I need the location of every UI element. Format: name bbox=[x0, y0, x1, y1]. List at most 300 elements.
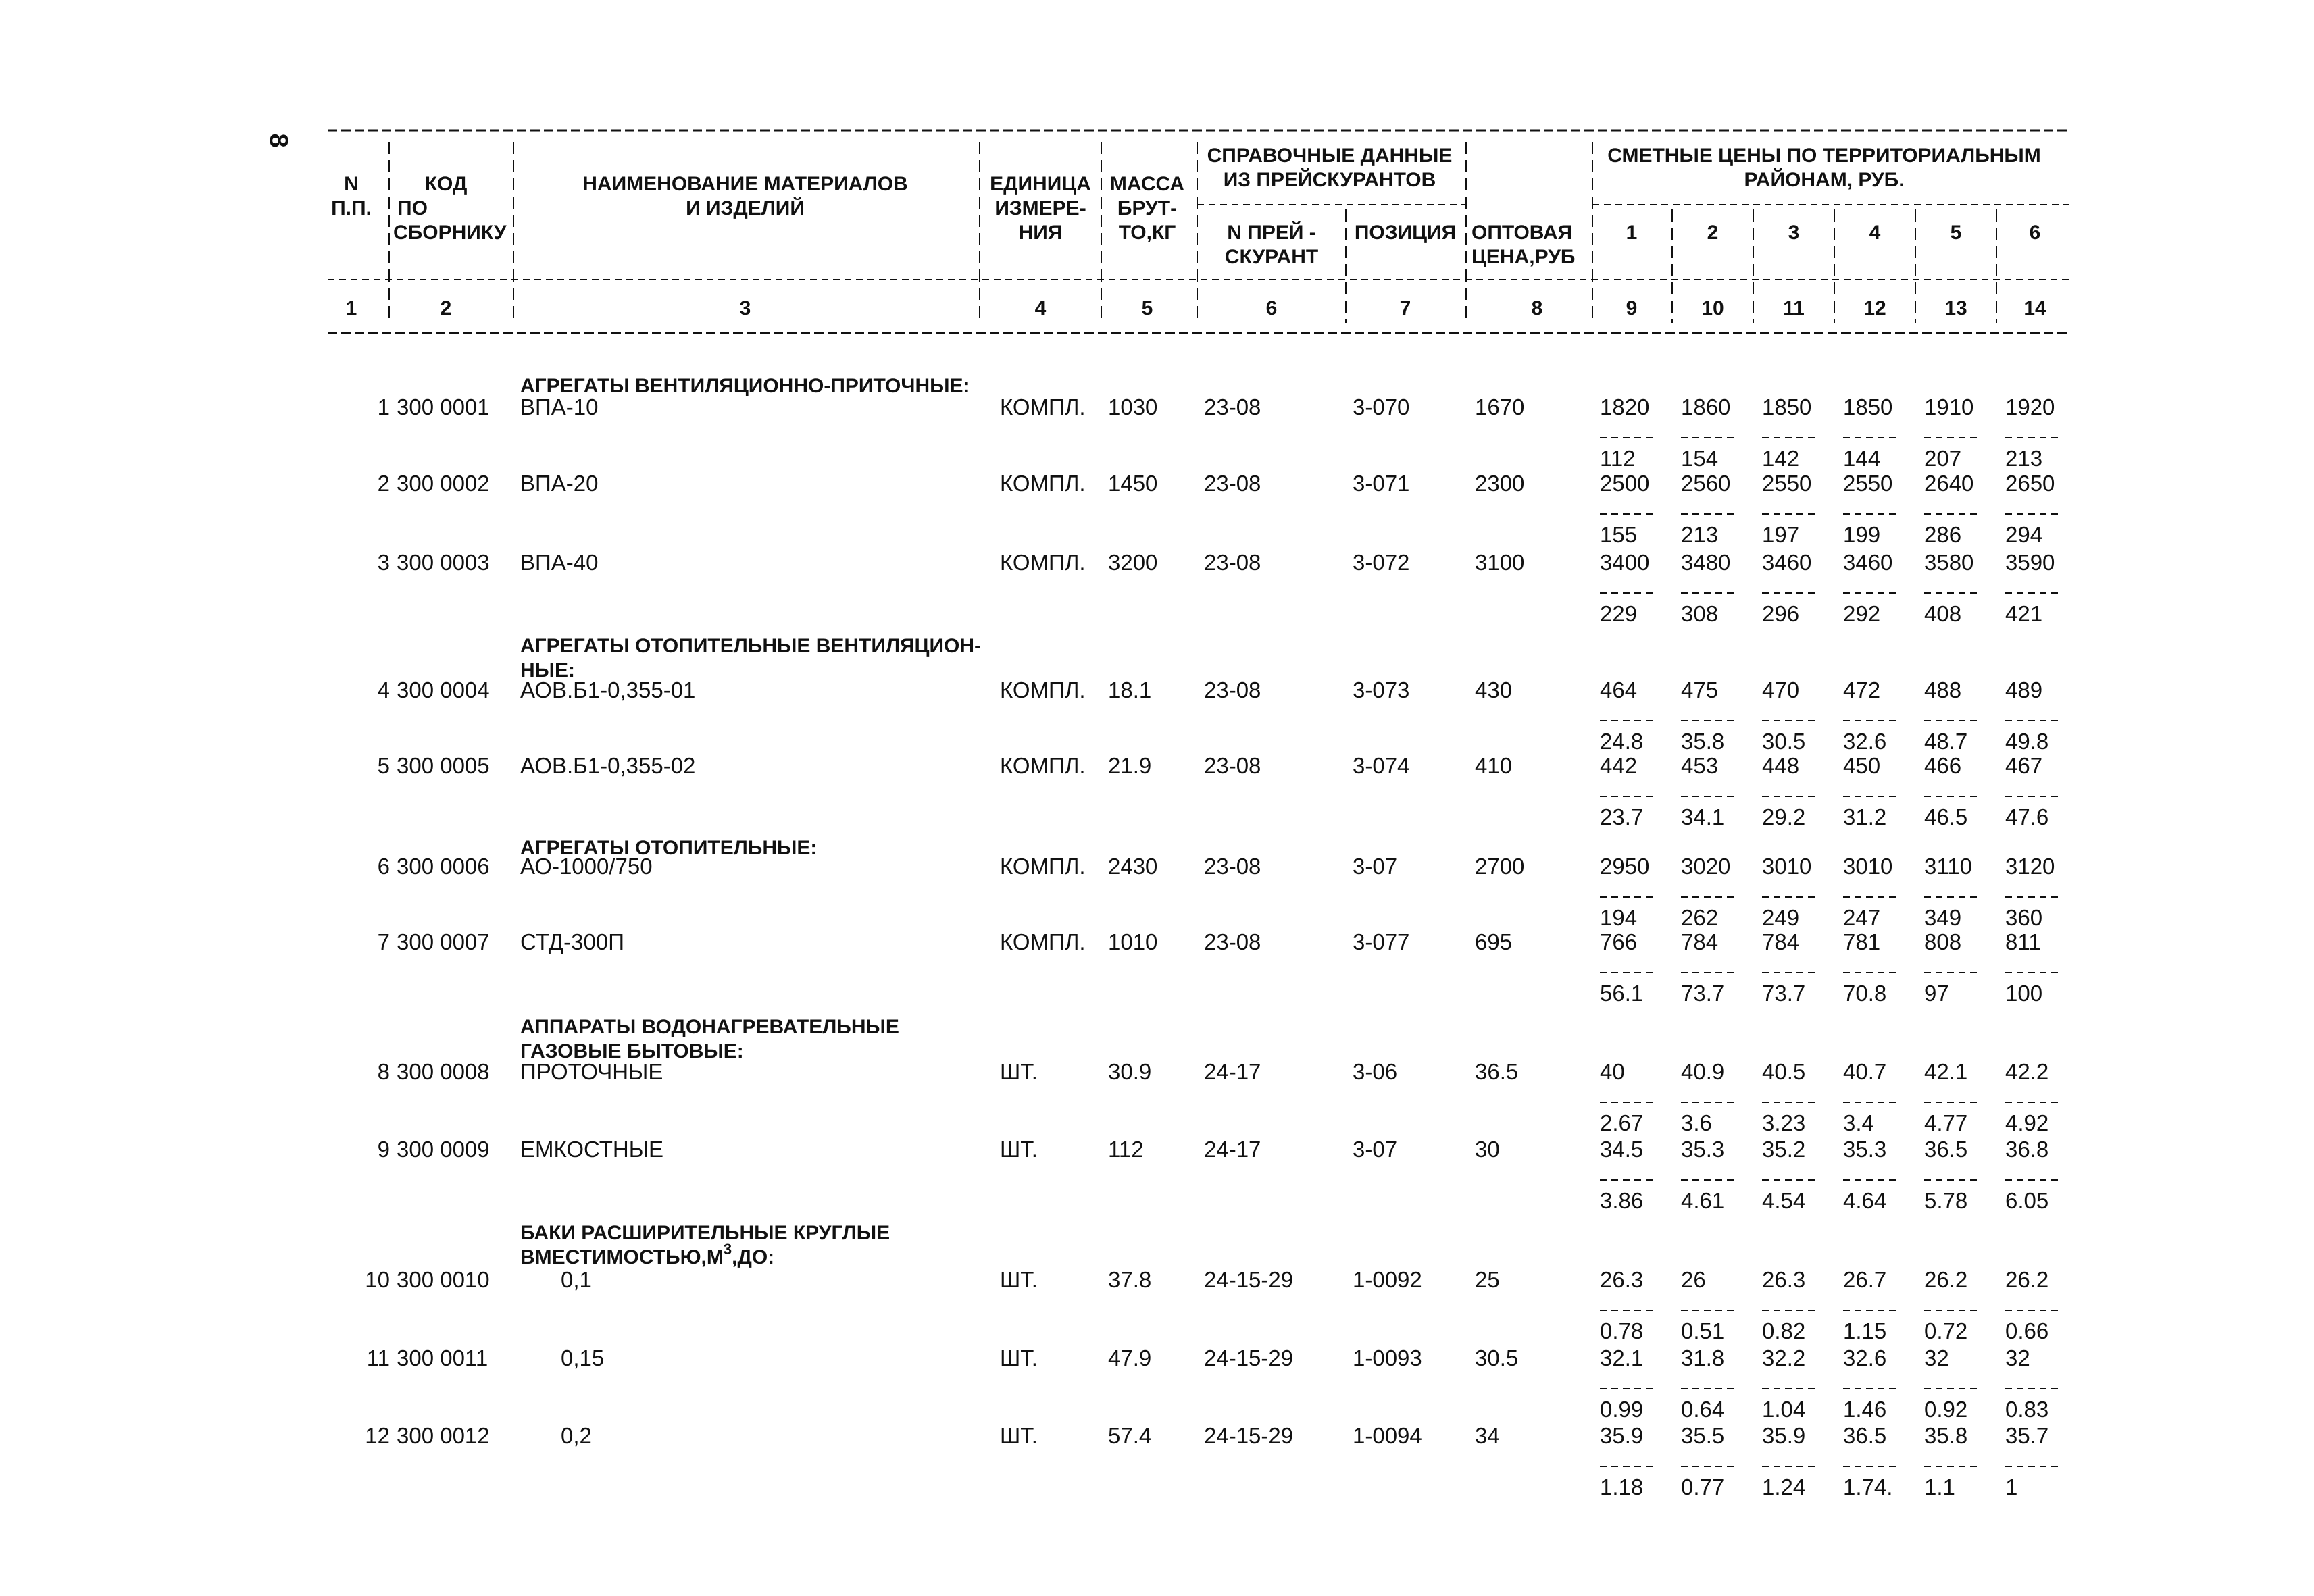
row-price-region-6: 36.8 bbox=[2005, 1137, 2049, 1162]
row-sub-region-4: 1.46 bbox=[1843, 1397, 1887, 1422]
row-sub-region-5: 207 bbox=[1924, 446, 1962, 471]
row-sub-region-1: 0.99 bbox=[1600, 1397, 1644, 1422]
header-unit-3: НИЯ bbox=[1018, 222, 1063, 244]
row-sub-region-6: 6.05 bbox=[2005, 1188, 2049, 1213]
row-number: 11 bbox=[366, 1345, 390, 1370]
row-price-region-5: 26.2 bbox=[1924, 1267, 1968, 1292]
row-price-region-5: 42.1 bbox=[1924, 1059, 1968, 1084]
colnum-8: 8 bbox=[1531, 297, 1543, 319]
row-pricelist: 23-08 bbox=[1204, 677, 1261, 702]
colnum-1: 1 bbox=[345, 297, 357, 319]
region-1: 1 bbox=[1626, 222, 1638, 244]
colnum-7: 7 bbox=[1399, 297, 1411, 319]
row-price-region-2: 35.5 bbox=[1681, 1423, 1725, 1448]
row-unit: КОМПЛ. bbox=[1000, 677, 1086, 702]
header-regions bbox=[1626, 222, 2041, 244]
row-pricelist: 24-15-29 bbox=[1204, 1423, 1294, 1448]
row-price-region-3: 784 bbox=[1762, 929, 1800, 954]
colnum-9: 9 bbox=[1626, 297, 1638, 319]
row-price-region-4: 3460 bbox=[1843, 550, 1893, 575]
row-price-region-5: 35.8 bbox=[1924, 1423, 1968, 1448]
row-number: 10 bbox=[365, 1267, 390, 1292]
row-price-region-1: 3400 bbox=[1600, 550, 1650, 575]
group-headings bbox=[520, 375, 981, 1268]
row-price-region-6: 3120 bbox=[2005, 854, 2055, 879]
row-pricelist: 24-15-29 bbox=[1204, 1267, 1294, 1292]
row-sub-region-2: 308 bbox=[1681, 601, 1719, 626]
row-mass: 57.4 bbox=[1108, 1423, 1152, 1448]
row-price-region-1: 2500 bbox=[1600, 471, 1650, 496]
group-heading: НЫЕ: bbox=[520, 659, 576, 681]
row-unit: ШТ. bbox=[1000, 1137, 1038, 1162]
row-code: 300 0007 bbox=[397, 929, 490, 954]
row-price-region-5: 488 bbox=[1924, 677, 1962, 702]
row-position: 3-07 bbox=[1353, 1137, 1398, 1162]
group-heading-tail: ,ДО: bbox=[732, 1246, 775, 1268]
row-number: 6 bbox=[377, 854, 390, 879]
row-price-region-2: 40.9 bbox=[1681, 1059, 1725, 1084]
region-3: 3 bbox=[1788, 222, 1800, 244]
row-price-region-2: 2560 bbox=[1681, 471, 1731, 496]
row-sub-region-3: 197 bbox=[1762, 522, 1800, 547]
row-sub-region-1: 229 bbox=[1600, 601, 1638, 626]
table-row bbox=[378, 1137, 2059, 1213]
header-code-sbornik: СБОРНИКУ bbox=[393, 222, 507, 244]
group-heading: ГАЗОВЫЕ БЫТОВЫЕ: bbox=[520, 1040, 744, 1062]
row-price-region-6: 42.2 bbox=[2005, 1059, 2049, 1084]
row-sub-region-3: 1.04 bbox=[1762, 1397, 1806, 1422]
colnum-14: 14 bbox=[2023, 297, 2046, 319]
row-price-region-3: 470 bbox=[1762, 677, 1800, 702]
row-price-region-4: 781 bbox=[1843, 929, 1881, 954]
row-sub-region-2: 213 bbox=[1681, 522, 1719, 547]
row-name: ВПА-40 bbox=[520, 550, 599, 575]
row-sub-region-6: 213 bbox=[2005, 446, 2043, 471]
row-price-region-1: 34.5 bbox=[1600, 1137, 1644, 1162]
row-unit: ШТ. bbox=[1000, 1059, 1038, 1084]
row-sub-region-1: 2.67 bbox=[1600, 1110, 1644, 1135]
row-position: 3-073 bbox=[1353, 677, 1410, 702]
row-price-region-6: 26.2 bbox=[2005, 1267, 2049, 1292]
group-heading-text: ВМЕСТИМОСТЬЮ,М bbox=[520, 1246, 724, 1268]
row-number: 4 bbox=[377, 677, 390, 702]
row-position: 3-074 bbox=[1353, 753, 1410, 778]
row-code: 300 0010 bbox=[397, 1267, 490, 1292]
row-sub-region-5: 349 bbox=[1924, 905, 1962, 930]
row-price-region-2: 1860 bbox=[1681, 394, 1731, 419]
row-sub-region-4: 70.8 bbox=[1843, 981, 1887, 1006]
row-sub-region-5: 46.5 bbox=[1924, 804, 1968, 829]
superscript-3: 3 bbox=[723, 1241, 732, 1258]
row-code: 300 0011 bbox=[397, 1345, 488, 1370]
row-number: 2 bbox=[377, 471, 390, 496]
table-header bbox=[331, 145, 2041, 268]
row-sub-region-4: 4.64 bbox=[1843, 1188, 1887, 1213]
header-n: N bbox=[344, 173, 359, 195]
group-heading: АГРЕГАТЫ ВЕНТИЛЯЦИОННО-ПРИТОЧНЫЕ: bbox=[520, 375, 970, 397]
row-sub-region-4: 247 bbox=[1843, 905, 1881, 930]
table-row bbox=[378, 394, 2059, 471]
row-sub-region-5: 0.92 bbox=[1924, 1397, 1968, 1422]
row-price-region-5: 32 bbox=[1924, 1345, 1949, 1370]
row-name: СТД-300П bbox=[520, 929, 624, 954]
row-price-region-1: 32.1 bbox=[1600, 1345, 1644, 1370]
row-sub-region-3: 296 bbox=[1762, 601, 1800, 626]
row-price-region-5: 3110 bbox=[1924, 854, 1972, 879]
row-price-region-6: 35.7 bbox=[2005, 1423, 2049, 1448]
row-sub-region-4: 292 bbox=[1843, 601, 1881, 626]
row-price-region-3: 26.3 bbox=[1762, 1267, 1806, 1292]
row-sub-region-1: 194 bbox=[1600, 905, 1638, 930]
row-name: АОВ.Б1-0,355-02 bbox=[520, 753, 696, 778]
row-price-region-4: 26.7 bbox=[1843, 1267, 1887, 1292]
header-wholesale-2: ЦЕНА,РУБ bbox=[1472, 246, 1576, 268]
row-sub-region-4: 199 bbox=[1843, 522, 1881, 547]
table-row bbox=[365, 1267, 2059, 1343]
row-sub-region-3: 142 bbox=[1762, 446, 1800, 471]
row-wholesale: 30 bbox=[1475, 1137, 1500, 1162]
header-wholesale: ОПТОВАЯ bbox=[1472, 222, 1573, 244]
row-sub-region-3: 4.54 bbox=[1762, 1188, 1806, 1213]
header-pricelist-2: СКУРАНТ bbox=[1224, 246, 1319, 268]
row-mass: 112 bbox=[1108, 1137, 1144, 1162]
row-name: 0,1 bbox=[561, 1267, 592, 1292]
row-sub-region-2: 4.61 bbox=[1681, 1188, 1725, 1213]
row-code: 300 0008 bbox=[397, 1059, 490, 1084]
row-sub-region-4: 1.74. bbox=[1843, 1474, 1893, 1499]
row-sub-region-2: 154 bbox=[1681, 446, 1719, 471]
row-sub-region-6: 294 bbox=[2005, 522, 2043, 547]
row-pricelist: 24-17 bbox=[1204, 1137, 1261, 1162]
colnum-10: 10 bbox=[1701, 297, 1724, 319]
row-sub-region-1: 112 bbox=[1600, 446, 1636, 471]
row-price-region-6: 489 bbox=[2005, 677, 2043, 702]
table-row bbox=[378, 550, 2059, 626]
row-mass: 47.9 bbox=[1108, 1345, 1152, 1370]
row-mass: 1450 bbox=[1108, 471, 1158, 496]
row-price-region-6: 3590 bbox=[2005, 550, 2055, 575]
table-row bbox=[367, 1345, 2059, 1422]
row-position: 1-0094 bbox=[1353, 1423, 1422, 1448]
row-price-region-6: 2650 bbox=[2005, 471, 2055, 496]
row-price-region-3: 3010 bbox=[1762, 854, 1812, 879]
row-price-region-1: 464 bbox=[1600, 677, 1638, 702]
region-2: 2 bbox=[1707, 222, 1719, 244]
row-sub-region-6: 421 bbox=[2005, 601, 2043, 626]
row-code: 300 0012 bbox=[397, 1423, 490, 1448]
row-mass: 18.1 bbox=[1108, 677, 1152, 702]
row-pricelist: 23-08 bbox=[1204, 394, 1261, 419]
row-sub-region-6: 0.66 bbox=[2005, 1318, 2049, 1343]
row-name: 0,15 bbox=[561, 1345, 605, 1370]
row-mass: 1030 bbox=[1108, 394, 1158, 419]
row-position: 3-077 bbox=[1353, 929, 1410, 954]
row-wholesale: 34 bbox=[1475, 1423, 1500, 1448]
row-position: 3-07 bbox=[1353, 854, 1398, 879]
row-sub-region-6: 47.6 bbox=[2005, 804, 2049, 829]
group-heading: АГРЕГАТЫ ОТОПИТЕЛЬНЫЕ ВЕНТИЛЯЦИОН- bbox=[520, 635, 982, 657]
row-name: ВПА-10 bbox=[520, 394, 599, 419]
row-price-region-2: 35.3 bbox=[1681, 1137, 1725, 1162]
header-price-group-2: РАЙОНАМ, РУБ. bbox=[1744, 169, 1905, 191]
row-sub-region-5: 1.1 bbox=[1924, 1474, 1955, 1499]
row-position: 1-0092 bbox=[1353, 1267, 1422, 1292]
row-code: 300 0005 bbox=[397, 753, 490, 778]
colnum-4: 4 bbox=[1034, 297, 1047, 319]
row-sub-region-4: 31.2 bbox=[1843, 804, 1887, 829]
row-price-region-3: 1850 bbox=[1762, 394, 1812, 419]
row-price-region-2: 453 bbox=[1681, 753, 1719, 778]
row-sub-region-1: 24.8 bbox=[1600, 729, 1644, 754]
table-row bbox=[378, 1059, 2059, 1135]
colnum-5: 5 bbox=[1141, 297, 1153, 319]
row-price-region-1: 2950 bbox=[1600, 854, 1650, 879]
row-price-region-3: 2550 bbox=[1762, 471, 1812, 496]
row-number: 3 bbox=[377, 550, 390, 575]
row-sub-region-6: 1 bbox=[2005, 1474, 2018, 1499]
row-pricelist: 23-08 bbox=[1204, 471, 1261, 496]
header-code-po: ПО bbox=[397, 197, 428, 220]
group-heading: БАКИ РАСШИРИТЕЛЬНЫЕ КРУГЛЫЕ bbox=[520, 1222, 890, 1244]
row-price-region-1: 35.9 bbox=[1600, 1423, 1644, 1448]
row-mass: 1010 bbox=[1108, 929, 1158, 954]
row-name: ПРОТОЧНЫЕ bbox=[520, 1059, 663, 1084]
row-price-region-4: 36.5 bbox=[1843, 1423, 1887, 1448]
page-number: 8 bbox=[264, 133, 293, 148]
row-sub-region-4: 1.15 bbox=[1843, 1318, 1887, 1343]
row-price-region-1: 1820 bbox=[1600, 394, 1650, 419]
row-sub-region-5: 97 bbox=[1924, 981, 1949, 1006]
header-mass-2: БРУТ- bbox=[1117, 197, 1178, 220]
row-sub-region-5: 48.7 bbox=[1924, 729, 1968, 754]
row-price-region-6: 32 bbox=[2005, 1345, 2030, 1370]
row-unit: КОМПЛ. bbox=[1000, 929, 1086, 954]
row-price-region-5: 1910 bbox=[1924, 394, 1974, 419]
row-price-region-1: 26.3 bbox=[1600, 1267, 1644, 1292]
row-price-region-4: 32.6 bbox=[1843, 1345, 1887, 1370]
row-pricelist: 23-08 bbox=[1204, 550, 1261, 575]
row-sub-region-2: 0.51 bbox=[1681, 1318, 1725, 1343]
row-price-region-5: 3580 bbox=[1924, 550, 1974, 575]
row-price-region-5: 2640 bbox=[1924, 471, 1974, 496]
column-numbers bbox=[346, 297, 2046, 319]
row-code: 300 0009 bbox=[397, 1137, 490, 1162]
row-sub-region-1: 56.1 bbox=[1600, 981, 1644, 1006]
row-sub-region-6: 4.92 bbox=[2005, 1110, 2049, 1135]
row-price-region-2: 3020 bbox=[1681, 854, 1731, 879]
row-sub-region-2: 0.77 bbox=[1681, 1474, 1725, 1499]
row-price-region-2: 3480 bbox=[1681, 550, 1731, 575]
row-sub-region-5: 408 bbox=[1924, 601, 1962, 626]
row-pricelist: 23-08 bbox=[1204, 929, 1261, 954]
row-sub-region-6: 0.83 bbox=[2005, 1397, 2049, 1422]
row-price-region-3: 448 bbox=[1762, 753, 1800, 778]
row-number: 8 bbox=[377, 1059, 390, 1084]
row-sub-region-2: 3.6 bbox=[1681, 1110, 1712, 1135]
row-code: 300 0002 bbox=[397, 471, 490, 496]
row-mass: 30.9 bbox=[1108, 1059, 1152, 1084]
row-sub-region-2: 35.8 bbox=[1681, 729, 1725, 754]
row-mass: 21.9 bbox=[1108, 753, 1152, 778]
header-mass-3: ТО,КГ bbox=[1118, 222, 1176, 244]
row-pricelist: 24-17 bbox=[1204, 1059, 1261, 1084]
header-reference-group-2: ИЗ ПРЕЙСКУРАНТОВ bbox=[1223, 169, 1436, 191]
row-sub-region-3: 29.2 bbox=[1762, 804, 1806, 829]
row-name: ЕМКОСТНЫЕ bbox=[520, 1137, 663, 1162]
row-price-region-4: 450 bbox=[1843, 753, 1881, 778]
row-sub-region-1: 1.18 bbox=[1600, 1474, 1644, 1499]
row-price-region-2: 31.8 bbox=[1681, 1345, 1725, 1370]
row-name: АО-1000/750 bbox=[520, 854, 653, 879]
row-unit: КОМПЛ. bbox=[1000, 394, 1086, 419]
row-price-region-1: 40 bbox=[1600, 1059, 1625, 1084]
row-pricelist: 23-08 bbox=[1204, 753, 1261, 778]
group-heading bbox=[520, 1241, 774, 1268]
row-sub-region-5: 5.78 bbox=[1924, 1188, 1968, 1213]
row-sub-region-2: 34.1 bbox=[1681, 804, 1725, 829]
group-heading: АППАРАТЫ ВОДОНАГРЕВАТЕЛЬНЫЕ bbox=[520, 1016, 899, 1038]
row-position: 3-06 bbox=[1353, 1059, 1398, 1084]
row-wholesale: 36.5 bbox=[1475, 1059, 1519, 1084]
row-sub-region-3: 0.82 bbox=[1762, 1318, 1806, 1343]
header-name: НАИМЕНОВАНИЕ МАТЕРИАЛОВ bbox=[582, 173, 908, 195]
row-code: 300 0006 bbox=[397, 854, 490, 879]
row-pricelist: 24-15-29 bbox=[1204, 1345, 1294, 1370]
header-code: КОД bbox=[424, 173, 468, 195]
row-number: 9 bbox=[377, 1137, 390, 1162]
row-sub-region-3: 1.24 bbox=[1762, 1474, 1806, 1499]
row-unit: КОМПЛ. bbox=[1000, 854, 1086, 879]
table-row bbox=[378, 471, 2059, 547]
row-wholesale: 410 bbox=[1475, 753, 1513, 778]
region-5: 5 bbox=[1950, 222, 1962, 244]
row-wholesale: 430 bbox=[1475, 677, 1513, 702]
header-pp: П.П. bbox=[331, 197, 372, 220]
row-sub-region-5: 286 bbox=[1924, 522, 1962, 547]
header-unit-2: ИЗМЕРЕ- bbox=[995, 197, 1086, 220]
row-position: 3-071 bbox=[1353, 471, 1410, 496]
header-mass: МАССА bbox=[1109, 173, 1185, 195]
row-price-region-5: 36.5 bbox=[1924, 1137, 1968, 1162]
row-unit: КОМПЛ. bbox=[1000, 753, 1086, 778]
row-sub-region-1: 23.7 bbox=[1600, 804, 1644, 829]
row-price-region-4: 2550 bbox=[1843, 471, 1893, 496]
row-wholesale: 2300 bbox=[1475, 471, 1525, 496]
row-position: 3-070 bbox=[1353, 394, 1410, 419]
row-price-region-3: 35.9 bbox=[1762, 1423, 1806, 1448]
table-row bbox=[378, 929, 2059, 1006]
row-wholesale: 695 bbox=[1475, 929, 1513, 954]
group-heading: АГРЕГАТЫ ОТОПИТЕЛЬНЫЕ: bbox=[520, 837, 818, 859]
row-pricelist: 23-08 bbox=[1204, 854, 1261, 879]
row-sub-region-5: 4.77 bbox=[1924, 1110, 1968, 1135]
row-price-region-3: 35.2 bbox=[1762, 1137, 1806, 1162]
row-price-region-4: 35.3 bbox=[1843, 1137, 1887, 1162]
row-unit: ШТ. bbox=[1000, 1267, 1038, 1292]
row-sub-region-2: 73.7 bbox=[1681, 981, 1725, 1006]
colnum-6: 6 bbox=[1265, 297, 1278, 319]
row-number: 7 bbox=[377, 929, 390, 954]
row-sub-region-6: 360 bbox=[2005, 905, 2043, 930]
row-price-region-6: 467 bbox=[2005, 753, 2043, 778]
row-unit: КОМПЛ. bbox=[1000, 550, 1086, 575]
row-sub-region-1: 3.86 bbox=[1600, 1188, 1644, 1213]
row-mass: 2430 bbox=[1108, 854, 1158, 879]
row-price-region-5: 466 bbox=[1924, 753, 1962, 778]
colnum-13: 13 bbox=[1944, 297, 1967, 319]
region-4: 4 bbox=[1869, 222, 1881, 244]
header-pricelist: N ПРЕЙ - bbox=[1227, 222, 1316, 244]
row-sub-region-2: 262 bbox=[1681, 905, 1719, 930]
row-unit: ШТ. bbox=[1000, 1345, 1038, 1370]
row-code: 300 0003 bbox=[397, 550, 490, 575]
row-price-region-1: 766 bbox=[1600, 929, 1638, 954]
header-name-2: И ИЗДЕЛИЙ bbox=[686, 197, 805, 220]
row-price-region-5: 808 bbox=[1924, 929, 1962, 954]
row-price-region-6: 1920 bbox=[2005, 394, 2055, 419]
row-number: 5 bbox=[377, 753, 390, 778]
row-mass: 37.8 bbox=[1108, 1267, 1152, 1292]
row-price-region-4: 3010 bbox=[1843, 854, 1893, 879]
table-row bbox=[365, 1423, 2059, 1499]
row-sub-region-1: 155 bbox=[1600, 522, 1638, 547]
row-wholesale: 1670 bbox=[1475, 394, 1525, 419]
colnum-12: 12 bbox=[1863, 297, 1886, 319]
row-name: АОВ.Б1-0,355-01 bbox=[520, 677, 696, 702]
row-sub-region-3: 30.5 bbox=[1762, 729, 1806, 754]
row-price-region-2: 475 bbox=[1681, 677, 1719, 702]
row-sub-region-4: 32.6 bbox=[1843, 729, 1887, 754]
row-position: 3-072 bbox=[1353, 550, 1410, 575]
row-code: 300 0001 bbox=[397, 394, 490, 419]
row-code: 300 0004 bbox=[397, 677, 490, 702]
row-name: 0,2 bbox=[561, 1423, 592, 1448]
row-position: 1-0093 bbox=[1353, 1345, 1422, 1370]
row-price-region-6: 811 bbox=[2005, 929, 2041, 954]
table-body bbox=[365, 394, 2059, 1499]
header-reference-group: СПРАВОЧНЫЕ ДАННЫЕ bbox=[1207, 145, 1453, 167]
row-wholesale: 30.5 bbox=[1475, 1345, 1519, 1370]
row-unit: КОМПЛ. bbox=[1000, 471, 1086, 496]
row-wholesale: 3100 bbox=[1475, 550, 1525, 575]
row-sub-region-1: 0.78 bbox=[1600, 1318, 1644, 1343]
header-unit: ЕДИНИЦА bbox=[990, 173, 1091, 195]
row-wholesale: 2700 bbox=[1475, 854, 1525, 879]
row-price-region-2: 784 bbox=[1681, 929, 1719, 954]
row-wholesale: 25 bbox=[1475, 1267, 1500, 1292]
row-sub-region-3: 73.7 bbox=[1762, 981, 1806, 1006]
table-row bbox=[378, 854, 2059, 930]
table-row bbox=[378, 677, 2059, 754]
header-position: ПОЗИЦИЯ bbox=[1354, 222, 1457, 244]
row-sub-region-6: 100 bbox=[2005, 981, 2043, 1006]
row-price-region-4: 40.7 bbox=[1843, 1059, 1887, 1084]
row-sub-region-5: 0.72 bbox=[1924, 1318, 1968, 1343]
row-sub-region-4: 144 bbox=[1843, 446, 1881, 471]
row-name: ВПА-20 bbox=[520, 471, 599, 496]
row-sub-region-3: 3.23 bbox=[1762, 1110, 1806, 1135]
row-number: 12 bbox=[365, 1423, 390, 1448]
row-sub-region-3: 249 bbox=[1762, 905, 1800, 930]
table-row bbox=[378, 753, 2059, 829]
row-number: 1 bbox=[377, 394, 390, 419]
colnum-2: 2 bbox=[440, 297, 452, 319]
row-price-region-2: 26 bbox=[1681, 1267, 1706, 1292]
row-price-region-4: 472 bbox=[1843, 677, 1881, 702]
region-6: 6 bbox=[2029, 222, 2041, 244]
row-unit: ШТ. bbox=[1000, 1423, 1038, 1448]
row-sub-region-6: 49.8 bbox=[2005, 729, 2049, 754]
